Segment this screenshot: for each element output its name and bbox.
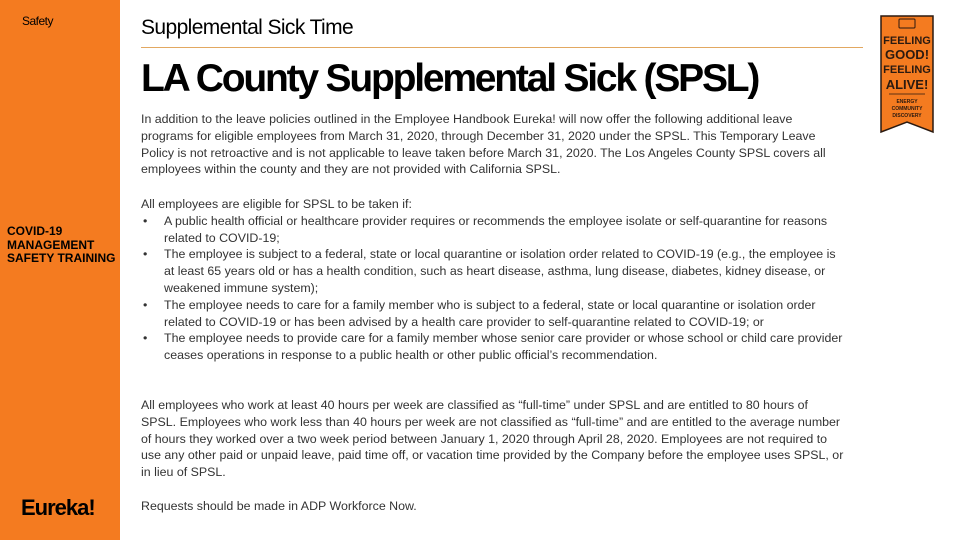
eligibility-item: • The employee is subject to a federal, state or local quarantine or isolation order related to COVID-19 (e.g., the employee is at least 65 years old or has a health condition, such as heart disease, asthma, lung disease, diabetes, kidney disease, or weakened immune system);: [141, 246, 846, 296]
eligibility-item: • A public health official or healthcare provider requires or recommends the employee isolate or self-quarantine for reasons related to COVID-19;: [141, 213, 846, 247]
badge-line-4: ALIVE!: [885, 77, 929, 92]
badge-line-3: FEELING: [883, 64, 931, 76]
sidebar-training-label: COVID-19 MANAGEMENT SAFETY TRAINING: [7, 224, 116, 265]
sidebar-section-label: Safety: [22, 14, 54, 28]
eligibility-item: • The employee needs to provide care for a family member whose senior care provider or whose school or child care provider ceases operations in response to a public health or other public official’s recommendation.: [141, 330, 846, 364]
eligibility-section: [141, 196, 846, 364]
requests-paragraph: Requests should be made in ADP Workforce Now.: [141, 499, 417, 513]
badge-sub-3: DISCOVERY: [892, 113, 922, 119]
eligibility-list: [141, 213, 846, 364]
eligibility-item: • The employee needs to care for a family member who is subject to a federal, state or local quarantine or isolation order related to COVID-19 or has been advised by a health care provider to self-quarantine related to COVID-19; or: [141, 297, 846, 331]
badge-line-2: GOOD!: [884, 47, 930, 62]
feeling-good-badge-icon: [877, 14, 937, 138]
badge-line-1: FEELING: [883, 35, 931, 47]
badge-sub-2: COMMUNITY: [891, 106, 923, 112]
page-title: LA County Supplemental Sick (SPSL): [141, 57, 759, 100]
intro-paragraph: In addition to the leave policies outlined in the Employee Handbook Eureka! will now offer the following additional leave programs for eligible employees from March 31, 2020, through December 31, 2020 under the SPSL. This Temporary Leave Policy is not retroactive and is not applicable to leave taken before March 31, 2020. The Los Angeles County SPSL covers all employees within the county and they are not provided with California SPSL.: [141, 112, 826, 177]
badge-sub-1: ENERGY: [896, 99, 918, 105]
eligibility-lead: All employees are eligible for SPSL to be taken if:: [141, 197, 412, 211]
header-divider: [141, 47, 863, 48]
eureka-logo: Eureka!: [21, 495, 95, 520]
section-title: Supplemental Sick Time: [141, 16, 354, 39]
hours-paragraph: All employees who work at least 40 hours per week are classified as “full-time” under SPSL and are entitled to 80 hours of SPSL. Employees who work less than 40 hours per week are not classified as “full-time” and are entitled to the average number of hours they worked over a two week period between January 1, 2020 through April 28, 2020. Employees are not required to use any other paid or unpaid leave, paid time off, or vacation time provided by the Company before the employee uses SPSL, or in lieu of SPSL.: [141, 398, 844, 480]
sidebar: [0, 0, 120, 540]
